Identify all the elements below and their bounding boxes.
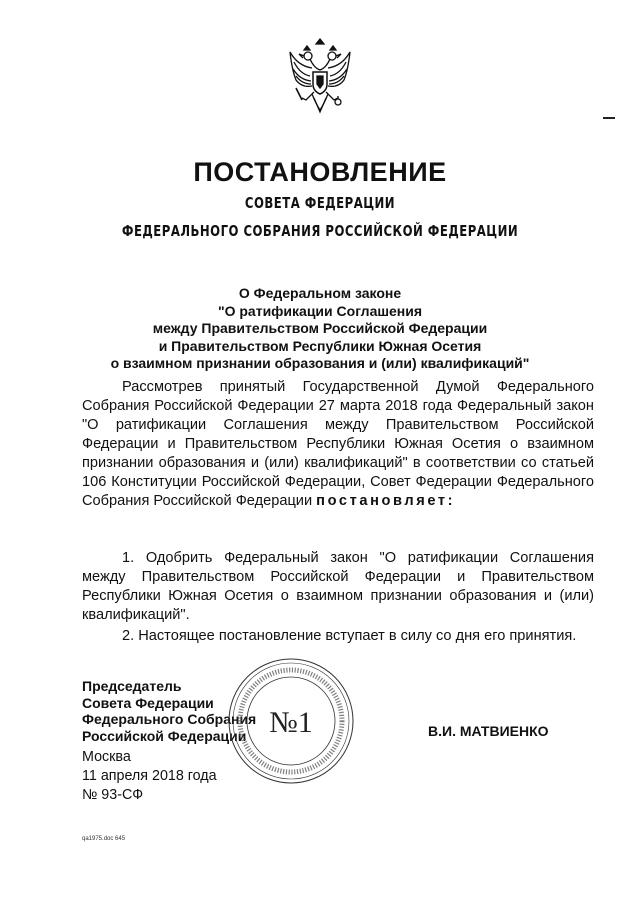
adoption-date: 11 апреля 2018 года	[82, 768, 217, 784]
document-type-title: ПОСТАНОВЛЕНИЕ	[193, 157, 447, 187]
margin-mark	[603, 117, 615, 119]
official-seal-stamp	[226, 656, 356, 786]
signatory-title-line: Российской Федерации	[82, 727, 247, 744]
decision-item-1: 1. Одобрить Федеральный закон "О ратификации Соглашения между Правительством Российской Федерации и Правительством Республики Южная Осетия о взаимном признании образования и (или) квалификаций".	[82, 550, 594, 623]
subject-line: О Федеральном законе	[238, 285, 402, 301]
subject-line: и Правительством Республики Южная Осетия	[158, 337, 482, 354]
signatory-title-line: Федерального Собрания	[82, 711, 257, 727]
coat-of-arms-emblem	[284, 38, 356, 124]
decision-item-2: 2. Настоящее постановление вступает в силу со дня его принятия.	[122, 628, 577, 644]
preamble-paragraph	[82, 378, 594, 511]
signatory-title-line: Председатель	[82, 678, 182, 694]
issuer-line-2: ФЕДЕРАЛЬНОГО СОБРАНИЯ РОССИЙСКОЙ ФЕДЕРАЦИИ	[121, 222, 519, 240]
subject-line: о взаимном признании образования и (или) квалификаций"	[110, 355, 530, 371]
subject-line: между Правительством Российской Федерации	[152, 320, 488, 336]
signatory-title-line: Совета Федерации	[82, 694, 214, 711]
issuer-line-1: СОВЕТА ФЕДЕРАЦИИ	[244, 194, 396, 212]
city: Москва	[82, 749, 131, 765]
place-date-number	[82, 748, 217, 805]
signatory-name: В.И. МАТВИЕНКО	[428, 723, 549, 739]
file-reference: qa1975.doc 645	[82, 836, 126, 842]
resolution-number: № 93-СФ	[82, 787, 144, 803]
subject-line: "О ратификации Соглашения	[217, 302, 423, 319]
document-subject	[60, 285, 580, 373]
seal-number: №1	[269, 706, 313, 739]
decision-word: постановляет:	[316, 493, 456, 509]
preamble-text: Рассмотрев принятый Государственной Думой Федерального Собрания Российской Федерации 27 марта 2018 года Федеральный закон "О ратификации Соглашения между Правительством Российской Федерации и Правительством Республики Южная Осетия о взаимном признании образования и (или) квалификаций" в соответствии со статьей 106 Конституции Российской Федерации, Совет Федерации Федерального Собрания Российской Федерации	[82, 379, 594, 509]
